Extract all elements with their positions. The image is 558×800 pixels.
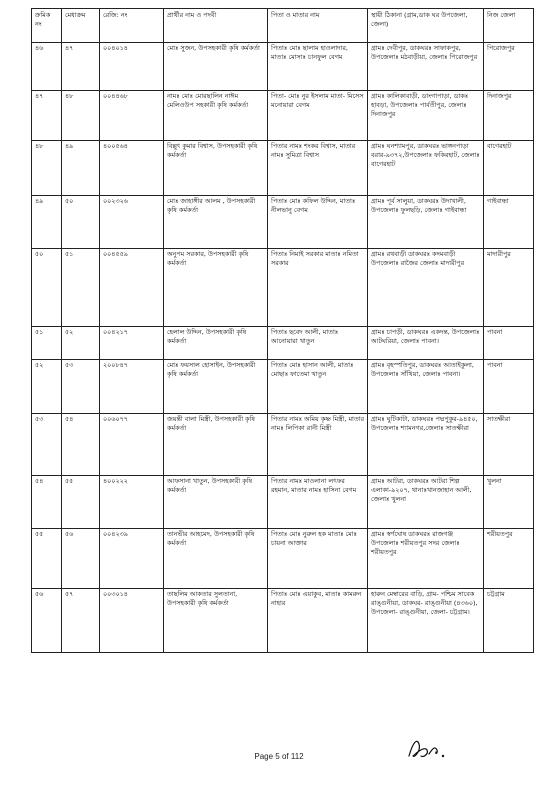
cell-reg: ২০০৮৪৭ bbox=[100, 360, 164, 414]
cell-parents: পিতার নামঃ অমিয় কৃষ্ণ মিস্ত্রী, মাতার নামঃ লিপিকা রানী মিস্ত্রী bbox=[268, 414, 368, 476]
cell-serial: ৪৮ bbox=[32, 141, 62, 196]
cell-merit: ৫৪ bbox=[62, 414, 100, 476]
cell-reg: ০০৬০৭৭ bbox=[100, 414, 164, 476]
cell-merit: ৪৭ bbox=[62, 43, 100, 91]
cell-reg: ৪০০২২২ bbox=[100, 476, 164, 529]
table-row bbox=[32, 476, 534, 529]
cell-address: গ্রামঃ ঘনশ্যামপুর, ডাকঘরঃ ভাঙ্গনপাড়া বরার-৯৩৭২,উপজেলাঃ ফকিরহাট, জেলাঃ বাগেরহাট bbox=[368, 141, 484, 196]
cell-address: হারুন মেম্বারের বাড়ি, গ্রাম- পশ্চিম সাবেক রাঙ্গুনীয়া, ডাকঘর- রাঙ্গুনীয়া (৪৩৬০), উপজেলা- রাঙ্গুনীয়া, জেলা- চট্টগ্রাম। bbox=[368, 589, 484, 653]
signature bbox=[405, 736, 457, 762]
cell-address: গ্রামঃ চাপড়ী, ডাকঘরঃ একদন্ত, উপজেলাঃ আটঘরিয়া, জেলাঃ পাবনা। bbox=[368, 327, 484, 360]
header-parents: পিতা ও মাতার নাম bbox=[268, 9, 368, 43]
cell-parents: পিতাঃ নিমাই সরকার মাতাঃ নমিতা সরকার bbox=[268, 249, 368, 327]
cell-reg: ০০৪২১৭ bbox=[100, 327, 164, 360]
cell-name: মোঃ জাহাঙ্গীর আলম , উপসহকারী কৃষি কর্মকর্তা bbox=[164, 196, 268, 249]
cell-address: গ্রামঃ দেবীপুর, ডাকঘরঃ সাফাকপুর, উপজেলাঃ মঠবাড়ীয়া, জেলাঃ পিরোজপুর bbox=[368, 43, 484, 91]
cell-parents: পিতাঃ মোঃ নুরুল হক মাতাঃ মোঃ চায়না আক্তার bbox=[268, 529, 368, 589]
cell-serial: ৫১ bbox=[32, 327, 62, 360]
candidate-table bbox=[31, 8, 534, 653]
cell-merit: ৫১ bbox=[62, 249, 100, 327]
cell-name: তাছলিম আকতার সুলতানা, উপসহকারী কৃষি কর্মকর্তা bbox=[164, 589, 268, 653]
header-address: স্থায়ী ঠিকানা (গ্রাম,ডাক ঘর উপজেলা, জেলা) bbox=[368, 9, 484, 43]
cell-name: মোঃ ফয়সাল হোসাইন, উপসহকারী কৃষি কর্মকর্তা bbox=[164, 360, 268, 414]
cell-address: গ্রামঃ কালিকাবাড়ী, ডাংগাপাড়া, ডাকঃ হাবড়া, উপজেলাঃ পার্বতীপুর, জেলাঃ দিনাজপুর bbox=[368, 91, 484, 141]
page-footer: Page 5 of 112 bbox=[254, 752, 304, 761]
cell-merit: ৫৩ bbox=[62, 360, 100, 414]
cell-serial: ৫৫ bbox=[32, 529, 62, 589]
cell-address: গ্রামঃ স্বর্ণঘোষ ডাকঘরঃ রাজগঞ্জ উপজেলাঃ শরীয়তপুর সদর জেলাঃ শরীয়তপুর bbox=[368, 529, 484, 589]
cell-name: নামঃ মোঃ মোরছালিন নাঈম মেলিওউপ সহকারী কৃষি কর্মকর্তা bbox=[164, 91, 268, 141]
cell-parents: পিতার নামঃ শংকর বিশ্বাস, মাতার নামঃ সুমিত্রা বিশ্বাস bbox=[268, 141, 368, 196]
header-row bbox=[32, 9, 534, 43]
header-serial: ক্রমিক নং bbox=[32, 9, 62, 43]
cell-merit: ৫৭ bbox=[62, 589, 100, 653]
cell-name: জয়ন্তী বালা মিস্ত্রী, উপসহকারী কৃষি কর্মকর্তা bbox=[164, 414, 268, 476]
cell-serial: ৫২ bbox=[32, 360, 62, 414]
cell-district: সাতক্ষীরা bbox=[484, 414, 534, 476]
table-row bbox=[32, 414, 534, 476]
header-merit: মেধাক্রম bbox=[62, 9, 100, 43]
cell-district: চট্টগ্রাম bbox=[484, 589, 534, 653]
cell-reg: ০০৪২৩৯ bbox=[100, 529, 164, 589]
table-row bbox=[32, 43, 534, 91]
cell-serial: ৫০ bbox=[32, 249, 62, 327]
cell-serial: ৪৭ bbox=[32, 91, 62, 141]
table-row bbox=[32, 141, 534, 196]
cell-district: দিনাজপুর bbox=[484, 91, 534, 141]
cell-reg: ০০৪৪৬৮ bbox=[100, 91, 164, 141]
cell-reg: ০০৪৫৫৯ bbox=[100, 249, 164, 327]
cell-reg: ০০৪০১৪ bbox=[100, 43, 164, 91]
cell-serial: ৫৪ bbox=[32, 476, 62, 529]
cell-reg: ০০২৩২৬ bbox=[100, 196, 164, 249]
cell-serial: ৫৩ bbox=[32, 414, 62, 476]
cell-district: পিরোজপুর bbox=[484, 43, 534, 91]
cell-merit: ৪৮ bbox=[62, 91, 100, 141]
cell-address: গ্রামঃ ঘুটিকাটা, ডাকঘরঃ পদ্মপুকুর-৯৪৫০, উপজেলাঃ শ্যামনগর,জেলাঃ সাতক্ষীরা bbox=[368, 414, 484, 476]
table-row bbox=[32, 589, 534, 653]
cell-name: আফসানা খাতুন, উপসহকারী কৃষি কর্মকর্তা bbox=[164, 476, 268, 529]
cell-merit: ৫২ bbox=[62, 327, 100, 360]
cell-address: গ্রামঃ বৃহস্পতিপুর, ডাকঘরঃ আতাইকুলা, উপজেলাঃ সাঁথিয়া, জেলাঃ পাবনা। bbox=[368, 360, 484, 414]
table-row bbox=[32, 249, 534, 327]
cell-address: গ্রামঃ রথবাড়ী ডাকঘরঃ কদমবাড়ী উপজেলাঃ রাজৈর জেলাঃ মাদারীপুর bbox=[368, 249, 484, 327]
cell-district: গাইবান্ধা bbox=[484, 196, 534, 249]
table-row bbox=[32, 360, 534, 414]
cell-reg: ৪০০৫৬৪ bbox=[100, 141, 164, 196]
table-row bbox=[32, 529, 534, 589]
cell-parents: পিতাঃ মোঃ হাসান আলী, মাতাঃ মোছাঃ ফাতেমা খাতুন bbox=[268, 360, 368, 414]
cell-parents: পিতাঃ মোঃ ছালাম হাওলাদার, মাতাঃ মোসাঃ চানফুল বেগম bbox=[268, 43, 368, 91]
cell-address: গ্রামঃ পূর্ব সালুয়া, ডাকঘরঃ উদাখালী, উপজেলাঃ ফুলছড়ি, জেলাঃ গাইবান্ধা bbox=[368, 196, 484, 249]
table-row bbox=[32, 196, 534, 249]
cell-parents: পিতাঃ মোঃ কফিল উদ্দিন, মাতাঃ নীলভানু বেগম bbox=[268, 196, 368, 249]
cell-district: পাবনা bbox=[484, 327, 534, 360]
cell-name: হেলাল উদ্দিন, উপসহকারী কৃষি কর্মকর্তা bbox=[164, 327, 268, 360]
cell-district: শরীয়তপুর bbox=[484, 529, 534, 589]
cell-merit: ৫৫ bbox=[62, 476, 100, 529]
cell-name: অনুপম সরকার, উপসহকারী কৃষি কর্মকর্তা bbox=[164, 249, 268, 327]
cell-serial: ৪৬ bbox=[32, 43, 62, 91]
cell-name: তানভীর আহমেদ, উপসহকারী কৃষি কর্মকর্তা bbox=[164, 529, 268, 589]
cell-parents: পিতার নামঃ মাওলানা লৎফর রহমান, মাতার নামঃ হাসিনা বেগম bbox=[268, 476, 368, 529]
cell-name: মোঃ সুজন, উপসহকারী কৃষি কর্মকর্তা bbox=[164, 43, 268, 91]
cell-merit: ৪৯ bbox=[62, 141, 100, 196]
cell-serial: ৪৯ bbox=[32, 196, 62, 249]
cell-name: বিল্লুৎ কুমার বিশ্বাস, উপসহকারী কৃষি কর্মকর্তা bbox=[164, 141, 268, 196]
table-row bbox=[32, 91, 534, 141]
cell-merit: ৫৬ bbox=[62, 529, 100, 589]
header-reg: রেজি: নং bbox=[100, 9, 164, 43]
cell-merit: ৫০ bbox=[62, 196, 100, 249]
header-name: প্রার্থীর নাম ও পদবী bbox=[164, 9, 268, 43]
cell-parents: পিতা- মোঃ নুর ইসলাম মাতা- মিসেস মনোয়ারা বেগম bbox=[268, 91, 368, 141]
cell-district: খুলনা bbox=[484, 476, 534, 529]
table-row bbox=[32, 327, 534, 360]
cell-district: পাবনা bbox=[484, 360, 534, 414]
cell-district: বাগেরহাট bbox=[484, 141, 534, 196]
cell-address: গ্রামঃ আটরা, ডাকঘরঃ আটরা শিল্প এলাকা-৯২০৭, থানাঃখানজাহান আলী, জেলাঃ খুলনা bbox=[368, 476, 484, 529]
cell-reg: ০০৩০১৪ bbox=[100, 589, 164, 653]
cell-serial: ৫৬ bbox=[32, 589, 62, 653]
cell-parents: পিতাঃ ছবেদ আলী, মাতাঃ আনোয়ারা খাতুন bbox=[268, 327, 368, 360]
header-district: নিজ জেলা bbox=[484, 9, 534, 43]
cell-parents: পিতাঃ মোঃ এয়াকুব, মাতাঃ কামরুন নাহার bbox=[268, 589, 368, 653]
cell-district: মাদারীপুর bbox=[484, 249, 534, 327]
